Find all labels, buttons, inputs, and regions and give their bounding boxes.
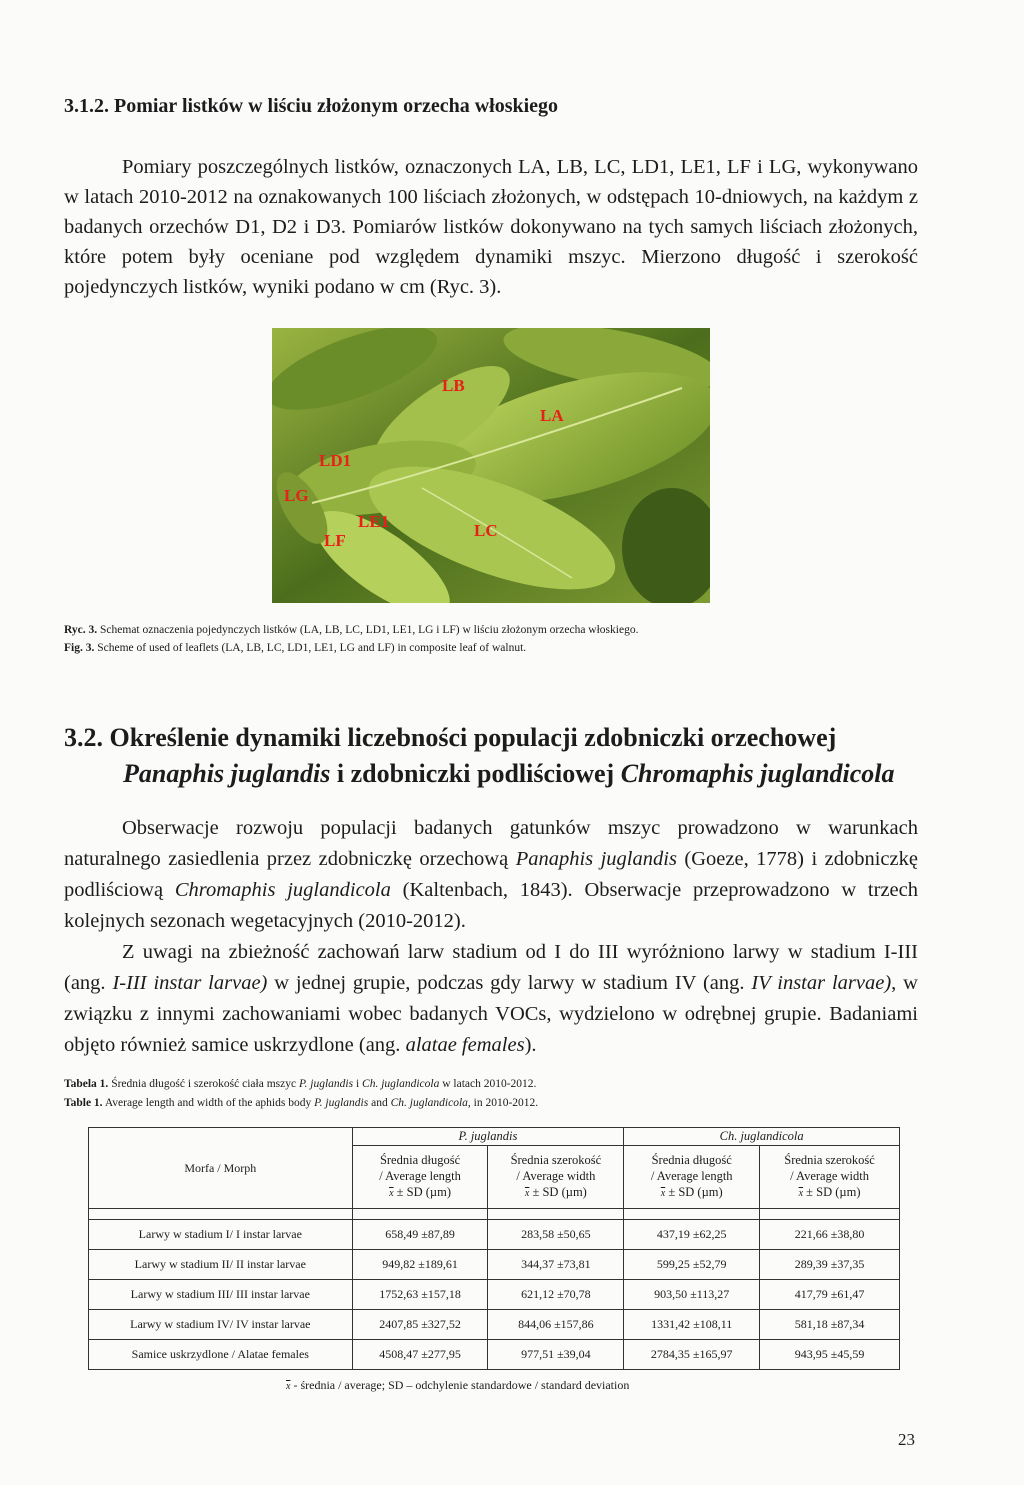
morph-cell: Samice uskrzydlone / Alatae females	[89, 1340, 353, 1370]
value-cell: 2784,35 ±165,97	[624, 1340, 760, 1370]
value-cell: 344,37 ±73,81	[488, 1250, 624, 1280]
label-la: LA	[540, 406, 564, 425]
value-cell: 289,39 ±37,35	[760, 1250, 900, 1280]
label-le1: LE1	[358, 512, 390, 531]
value-cell: 844,06 ±157,86	[488, 1310, 624, 1340]
value-cell: 4508,47 ±277,95	[352, 1340, 488, 1370]
value-cell: 943,95 ±45,59	[760, 1340, 900, 1370]
col-header-length: Średnia długość / Average length $\overline{x}$ ± SD (µm)	[352, 1146, 488, 1209]
morph-cell: Larwy w stadium IV/ IV instar larvae	[89, 1310, 353, 1340]
section-heading-3-1-2: 3.1.2. Pomiar listków w liściu złożonym orzecha włoskiego	[64, 95, 559, 117]
value-cell: 1331,42 ±108,11	[624, 1310, 760, 1340]
morph-cell: Larwy w stadium III/ III instar larvae	[89, 1280, 353, 1310]
value-cell: 283,58 ±50,65	[488, 1220, 624, 1250]
morph-cell: Larwy w stadium I/ I instar larvae	[89, 1220, 353, 1250]
value-cell: 658,49 ±87,89	[352, 1220, 488, 1250]
value-cell: 437,19 ±62,25	[624, 1220, 760, 1250]
section-1-paragraph: Pomiary poszczególnych listków, oznaczonych LA, LB, LC, LD1, LE1, LF i LG, wykonywano w latach 2010-2012 na oznakowanych 100 liściach złożonych, w odstępach 10-dniowych, na każdym z badanych orzechów D1, D2 i D3. Pomiarów listków dokonywano na tych samych liściach złożonych, które potem były oceniane pod względem dynamiki mszyc. Mierzono długość i szerokość pojedynczych listków, wyniki podano w cm (Ryc. 3).	[64, 156, 918, 298]
table-row	[89, 1250, 900, 1280]
value-cell: 581,18 ±87,34	[760, 1310, 900, 1340]
label-lg: LG	[284, 486, 309, 505]
table-row	[89, 1280, 900, 1310]
label-lb: LB	[442, 376, 465, 395]
value-cell: 221,66 ±38,80	[760, 1220, 900, 1250]
table-row	[89, 1310, 900, 1340]
label-lf: LF	[324, 531, 346, 550]
species-header-1: P. juglandis	[352, 1128, 624, 1146]
value-cell: 417,79 ±61,47	[760, 1280, 900, 1310]
table-caption-pl: Tabela 1. Średnia długość i szerokość ciała mszyc P. juglandis i Ch. juglandicola w latach 2010-2012.	[64, 1078, 537, 1090]
value-cell: 1752,63 ±157,18	[352, 1280, 488, 1310]
species-header-2: Ch. juglandicola	[624, 1128, 900, 1146]
label-lc: LC	[474, 521, 498, 540]
section-2-paragraph-1: Obserwacje rozwoju populacji badanych gatunków mszyc prowadzono w warunkach naturalnego zasiedlenia przez zdobniczkę orzechową Panaphis juglandis (Goeze, 1778) i zdobniczkę podliściową Chromaphis juglandicola (Kaltenbach, 1843). Obserwacje przeprowadzono w trzech kolejnych sezonach wegetacyjnych (2010-2012).	[64, 817, 918, 932]
col-header-width: Średnia szerokość / Average width $\overline{x}$ ± SD (µm)	[760, 1146, 900, 1209]
page-number: 23	[898, 1430, 915, 1449]
value-cell: 599,25 ±52,79	[624, 1250, 760, 1280]
col-header-length: Średnia długość / Average length $\overline{x}$ ± SD (µm)	[624, 1146, 760, 1209]
table-row	[89, 1220, 900, 1250]
col-header-width: Średnia szerokość / Average width $\overline{x}$ ± SD (µm)	[488, 1146, 624, 1209]
table-caption-en: Table 1. Average length and width of the aphids body P. juglandis and Ch. juglandicola, in 2010-2012.	[64, 1097, 539, 1109]
table-row	[89, 1340, 900, 1370]
figure-caption-en: Fig. 3. Scheme of used of leaflets (LA, LB, LC, LD1, LE1, LG and LF) in composite leaf of walnut.	[64, 642, 527, 654]
value-cell: 621,12 ±70,78	[488, 1280, 624, 1310]
section-2-body	[64, 813, 918, 1061]
value-cell: 903,50 ±113,27	[624, 1280, 760, 1310]
walnut-leaf-photo	[272, 328, 710, 603]
value-cell: 2407,85 ±327,52	[352, 1310, 488, 1340]
section-heading-3-2: 3.2. Określenie dynamiki liczebności populacji zdobniczki orzechowej Panaphis juglandis i zdobniczki podliściowej Chromaphis juglandicola	[64, 723, 895, 788]
figure-caption-pl: Ryc. 3. Schemat oznaczenia pojedynczych listków (LA, LB, LC, LD1, LE1, LG i LF) w liściu złożonym orzecha włoskiego.	[64, 624, 639, 636]
label-ld1: LD1	[319, 451, 352, 470]
value-cell: 949,82 ±189,61	[352, 1250, 488, 1280]
value-cell: 977,51 ±39,04	[488, 1340, 624, 1370]
aphid-size-table	[88, 1127, 900, 1370]
morph-header: Morfa / Morph	[89, 1128, 353, 1209]
section-2-paragraph-2: Z uwagi na zbieżność zachowań larw stadium od I do III wyróżniono larwy w stadium I-III (ang. I-III instar larvae) w jednej grupie, podczas gdy larwy w stadium IV (ang. IV instar larvae), w związku z innymi zachowaniami wobec badanych VOCs, wydzielono w odrębnej grupie. Badaniami objęto również samice uskrzydlone (ang. alatae females).	[64, 941, 918, 1056]
table-legend: $\overline{x}$ - średnia / average; SD – odchylenie standardowe / standard deviation	[286, 1378, 630, 1392]
morph-cell: Larwy w stadium II/ II instar larvae	[89, 1250, 353, 1280]
